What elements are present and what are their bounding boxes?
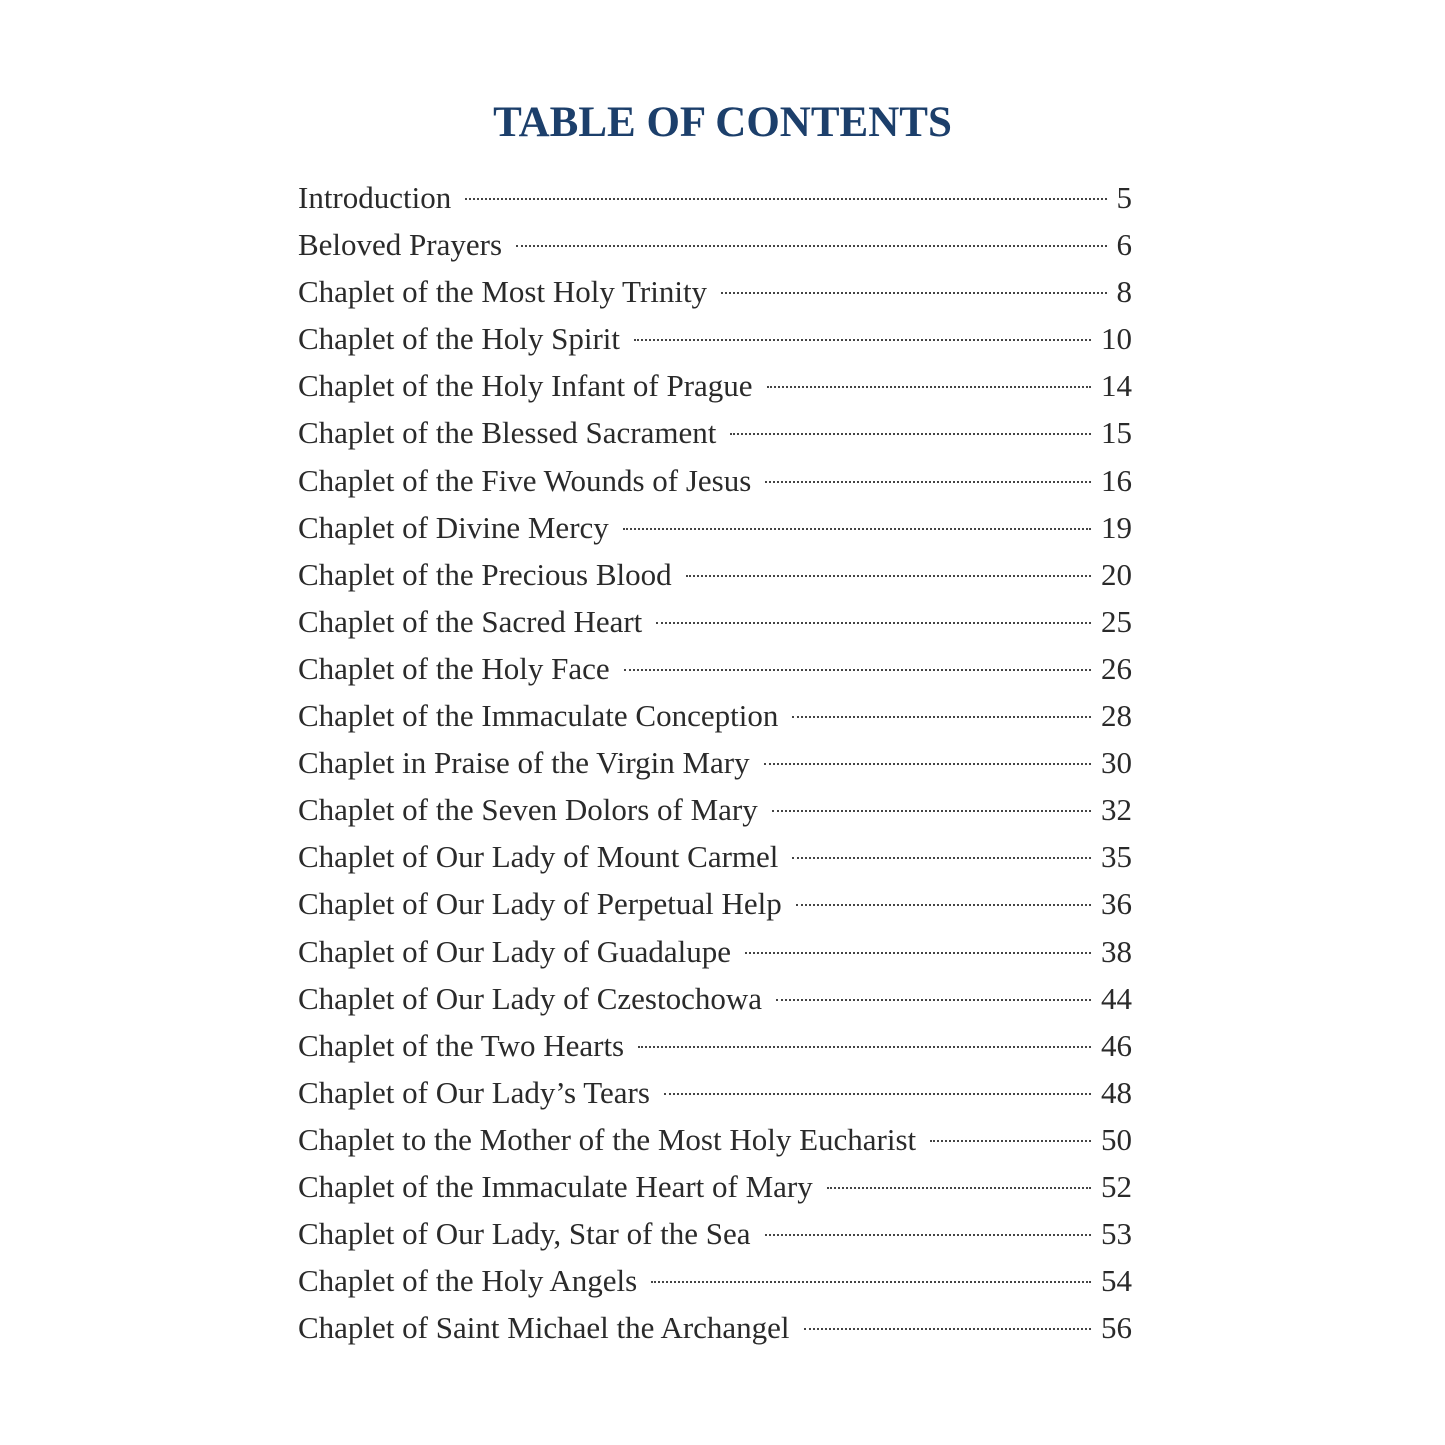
dot-leader [827, 1187, 1091, 1189]
toc-entry-title: Chaplet of Our Lady of Guadalupe [298, 933, 732, 969]
toc-entry [298, 1116, 1132, 1163]
dot-leader [765, 1234, 1091, 1236]
dot-leader [804, 1328, 1091, 1330]
toc-page-number: 28 [1101, 698, 1132, 734]
toc-entry [298, 1210, 1132, 1257]
dot-leader [796, 904, 1091, 906]
toc-entry [298, 786, 1132, 833]
toc-page-number: 19 [1101, 509, 1132, 545]
toc-entry-title: Chaplet of Divine Mercy [298, 509, 609, 545]
toc-entry [298, 975, 1132, 1022]
dot-leader [745, 952, 1091, 954]
dot-leader [656, 622, 1091, 624]
toc-entry [298, 1304, 1132, 1351]
dot-leader [686, 575, 1091, 577]
toc-entry [298, 598, 1132, 645]
dot-leader [634, 339, 1091, 341]
toc-entry-title: Chaplet of the Five Wounds of Jesus [298, 462, 752, 498]
toc-page-number: 16 [1101, 462, 1132, 498]
toc-entry-title: Chaplet of Saint Michael the Archangel [298, 1310, 790, 1346]
toc-entry-title: Chaplet of Our Lady of Czestochowa [298, 980, 763, 1016]
dot-leader [767, 386, 1091, 388]
toc-entry [298, 457, 1132, 504]
dot-leader [776, 999, 1091, 1001]
toc-entry [298, 833, 1132, 880]
dot-leader [764, 763, 1091, 765]
toc-entry [298, 174, 1132, 221]
dot-leader [772, 810, 1091, 812]
toc-page-number: 26 [1101, 650, 1132, 686]
toc-entry-title: Beloved Prayers [298, 227, 503, 263]
dot-leader [651, 1281, 1091, 1283]
toc-entry [298, 221, 1132, 268]
dot-leader [623, 528, 1091, 530]
dot-leader [721, 292, 1106, 294]
dot-leader [664, 1093, 1091, 1095]
toc-entry [298, 409, 1132, 456]
dot-leader [792, 857, 1091, 859]
toc-entry [298, 1163, 1132, 1210]
toc-entry-title: Chaplet of Our Lady of Mount Carmel [298, 839, 779, 875]
dot-leader [765, 481, 1091, 483]
dot-leader [465, 198, 1106, 200]
toc-entry-title: Chaplet of Our Lady’s Tears [298, 1074, 650, 1110]
toc-entry [298, 504, 1132, 551]
toc-page-number: 5 [1116, 180, 1132, 215]
toc-entry-title: Chaplet of Our Lady, Star of the Sea [298, 1216, 751, 1252]
toc-page-number: 10 [1101, 321, 1132, 357]
toc-entry-title: Chaplet of the Holy Angels [298, 1263, 638, 1299]
dot-leader [624, 669, 1091, 671]
toc-entry-title: Chaplet of the Two Hearts [298, 1027, 625, 1063]
toc-entry-title: Chaplet of the Holy Face [298, 650, 610, 686]
toc-page-number: 54 [1101, 1263, 1132, 1299]
toc-page-number: 32 [1101, 792, 1132, 828]
toc-entry-title: Chaplet of the Immaculate Heart of Mary [298, 1168, 813, 1204]
toc-entry [298, 315, 1132, 362]
toc-entry-title: Chaplet of the Most Holy Trinity [298, 274, 708, 310]
toc-page-number: 48 [1101, 1074, 1132, 1110]
toc-page-number: 53 [1101, 1216, 1132, 1252]
toc-entry-title: Chaplet of the Precious Blood [298, 556, 672, 592]
toc-page-number: 56 [1101, 1310, 1132, 1346]
toc-entry [298, 1022, 1132, 1069]
toc-entry [298, 1069, 1132, 1116]
toc-page-number: 44 [1101, 980, 1132, 1016]
dot-leader [516, 245, 1106, 247]
toc-page-number: 14 [1101, 368, 1132, 404]
dot-leader [730, 433, 1091, 435]
toc-entry-title: Chaplet of Our Lady of Perpetual Help [298, 886, 782, 922]
toc-entry-title: Chaplet of the Blessed Sacrament [298, 415, 717, 451]
dot-leader [930, 1140, 1091, 1142]
toc-entry-title: Chaplet to the Mother of the Most Holy Eucharist [298, 1121, 917, 1157]
toc-entry-title: Chaplet of the Sacred Heart [298, 603, 643, 639]
toc-entry [298, 1257, 1132, 1304]
toc-page-number: 20 [1101, 556, 1132, 592]
toc-entry-title: Chaplet of the Immaculate Conception [298, 698, 779, 734]
toc-entry-title: Chaplet of the Holy Infant of Prague [298, 368, 753, 404]
toc-page-number: 15 [1101, 415, 1132, 451]
toc-page-number: 25 [1101, 603, 1132, 639]
page-title: TABLE OF CONTENTS [493, 99, 952, 146]
toc-entry-title: Introduction [298, 180, 452, 215]
toc-entry [298, 928, 1132, 975]
toc-page-number: 30 [1101, 745, 1132, 781]
toc-entry-title: Chaplet of the Holy Spirit [298, 321, 621, 357]
toc-entry [298, 551, 1132, 598]
toc-page-number: 52 [1101, 1168, 1132, 1204]
toc-entry [298, 880, 1132, 927]
toc-list [298, 174, 1132, 1351]
toc-entry [298, 692, 1132, 739]
dot-leader [792, 716, 1091, 718]
toc-page-number: 6 [1116, 227, 1132, 263]
toc-entry [298, 362, 1132, 409]
toc-page-number: 8 [1116, 274, 1132, 310]
toc-page-number: 35 [1101, 839, 1132, 875]
toc-page-number: 38 [1101, 933, 1132, 969]
toc-entry-title: Chaplet in Praise of the Virgin Mary [298, 745, 750, 781]
toc-page-number: 46 [1101, 1027, 1132, 1063]
toc-page-number: 50 [1101, 1121, 1132, 1157]
toc-entry [298, 739, 1132, 786]
toc-entry-title: Chaplet of the Seven Dolors of Mary [298, 792, 758, 828]
dot-leader [638, 1046, 1091, 1048]
toc-page-number: 36 [1101, 886, 1132, 922]
toc-entry [298, 645, 1132, 692]
toc-entry [298, 268, 1132, 315]
